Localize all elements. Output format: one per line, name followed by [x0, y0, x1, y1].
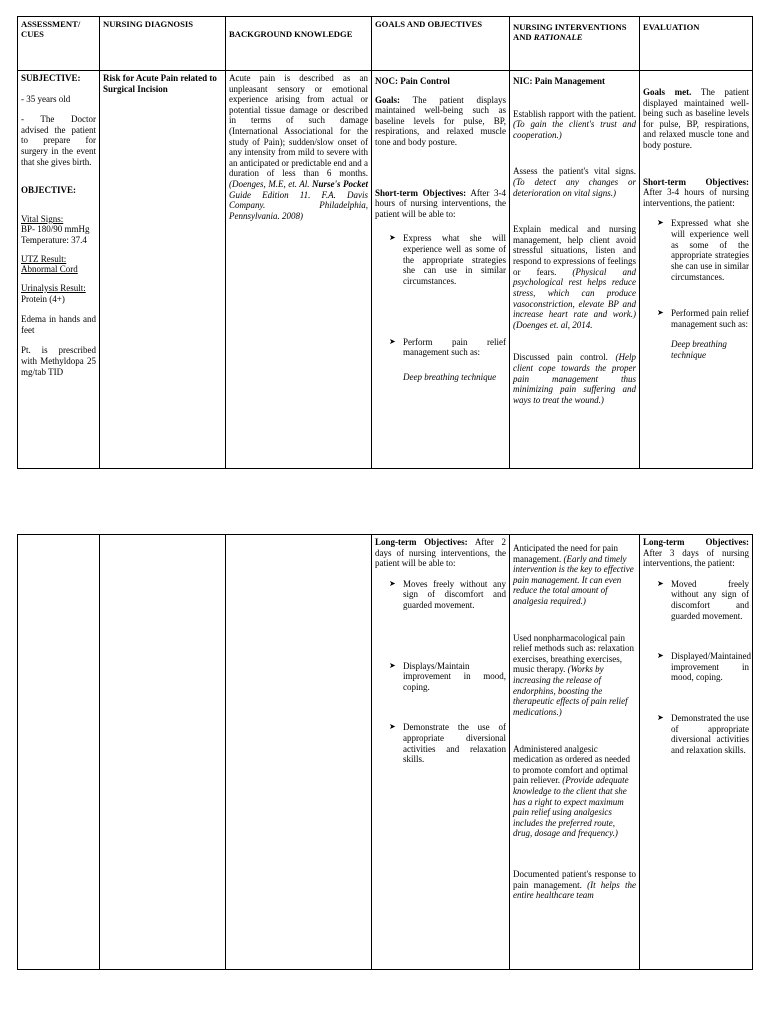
- background-citation-book: Nurse's Pocket: [312, 179, 368, 190]
- subjective-item: - The Doctor advised the patient to prepare for surgery in the event that she gives birth.: [21, 114, 96, 167]
- intervention-item: Anticipated the need for pain management. (Early and timely intervention is the key to effective pain management. It can even reduce the total amount of analgesia required.): [513, 543, 634, 607]
- intervention-item: Assess the patient's vital signs. (To detect any changes or deterioration on vital signs.): [513, 166, 636, 198]
- diagnosis-cell: [100, 71, 226, 469]
- header-interventions-rationale: RATIONALE: [533, 32, 583, 43]
- eval-short-term-label: Short-term Objectives:: [643, 176, 749, 187]
- arrow-bullet-icon: ➤: [657, 308, 664, 318]
- nic-label: NIC: Pain Management: [513, 76, 605, 86]
- arrow-bullet-icon: ➤: [657, 713, 664, 723]
- short-term-list: [375, 233, 506, 286]
- short-term-list: [375, 337, 506, 358]
- eval-long-term: [643, 537, 749, 569]
- header-goals: GOALS AND OBJECTIVES: [372, 17, 510, 71]
- background-citation: Guide Edition 11. F.A. Davis Company. Philadelphia, Pennsylvania. 2008): [229, 189, 368, 221]
- eval-short-term: [643, 177, 749, 209]
- long-term-list: [375, 722, 506, 764]
- header-interventions-main: NURSING INTERVENTIONS AND: [513, 22, 627, 43]
- interventions-cell-continued: [510, 535, 640, 970]
- bp-value: BP- 180/90 mmHg: [21, 224, 90, 235]
- background-text: Acute pain is described as an unpleasant sensory or emotional experience arising from actual or potential tissue damage or described in terms of such damage (International Associational for the study of Pain); sudden/slow onset of any intensity from mild to severe with an anticipated or predictable end and a duration of less than 6 months.: [229, 73, 368, 179]
- long-term-list: [375, 661, 506, 693]
- care-plan-table-page-1: [17, 16, 753, 469]
- intervention-item: Documented patient's response to pain management. (It helps the entire healthcare team: [513, 869, 636, 901]
- background-cell-empty: [226, 535, 372, 970]
- prescription-note: Pt. is prescribed with Methyldopa 25 mg/tab TID: [21, 345, 96, 377]
- temperature-value: Temperature: 37.4: [21, 235, 87, 246]
- goals-label: Goals:: [375, 94, 401, 105]
- list-item: ➤ Displays/Maintain improvement in mood, coping.: [389, 660, 506, 692]
- header-interventions: [510, 17, 640, 71]
- header-assessment: ASSESSMENT/ CUES: [18, 17, 100, 71]
- goals-met: [643, 87, 749, 151]
- utz-label: UTZ Result:: [21, 253, 67, 264]
- arrow-bullet-icon: ➤: [389, 578, 396, 588]
- edema-note: Edema in hands and feet: [21, 314, 96, 335]
- vital-signs-label: Vital Signs:: [21, 213, 64, 224]
- urinalysis-value: Protein (4+): [21, 293, 65, 304]
- diagnosis-cell-empty: [100, 535, 226, 970]
- eval-short-term-list: [643, 218, 749, 282]
- nursing-diagnosis: Risk for Acute Pain related to Surgical Incision: [103, 73, 217, 94]
- list-item: ➤ Performed pain relief management such as:: [657, 308, 749, 329]
- eval-long-term-text: After 3 days of nursing interventions, the patient:: [643, 547, 749, 569]
- background-citation: (Doenges, M.E, et. Al.: [229, 179, 310, 190]
- eval-long-term-label: Long-term Objectives:: [643, 537, 749, 547]
- short-term-objectives: [375, 188, 506, 220]
- long-term-list: [375, 579, 506, 611]
- arrow-bullet-icon: ➤: [389, 336, 396, 346]
- eval-long-term-list: [643, 713, 749, 755]
- header-diagnosis: NURSING DIAGNOSIS: [100, 17, 226, 71]
- header-row: [18, 17, 753, 71]
- eval-short-term-list: [643, 308, 749, 329]
- list-item: ➤ Demonstrated the use of appropriate diversional activities and relaxation skills.: [657, 713, 749, 755]
- arrow-bullet-icon: ➤: [389, 722, 396, 732]
- subjective-label: SUBJECTIVE:: [21, 73, 81, 83]
- short-term-label: Short-term Objectives:: [375, 187, 467, 198]
- eval-long-term-list: [643, 579, 749, 621]
- assessment-cell: [18, 71, 100, 469]
- long-term-label: Long-term Objectives:: [375, 537, 468, 547]
- body-row-1: [18, 71, 753, 469]
- list-item: ➤ Expressed what she will experience well as some of the appropriate strategies she can use in similar circumstances.: [657, 218, 749, 282]
- objective-label: OBJECTIVE:: [21, 185, 77, 196]
- arrow-bullet-icon: ➤: [389, 660, 396, 670]
- list-item: ➤ Demonstrate the use of appropriate diversional activities and relaxation skills.: [389, 722, 506, 765]
- arrow-bullet-icon: ➤: [657, 578, 664, 588]
- background-cell: [226, 71, 372, 469]
- goals-cell-long-term: [372, 535, 510, 970]
- interventions-cell: [510, 71, 640, 469]
- arrow-bullet-icon: ➤: [657, 218, 664, 228]
- goals-met-label: Goals met.: [643, 87, 692, 97]
- list-item: ➤ Moved freely without any sign of discomfort and guarded movement.: [657, 578, 749, 621]
- subjective-item: - 35 years old: [21, 93, 71, 104]
- short-term-text: After 3-4 hours of nursing interventions, the patient will be able to:: [375, 187, 506, 219]
- header-evaluation: EVALUATION: [640, 17, 753, 71]
- utz-value: Abnormal Cord: [21, 264, 78, 275]
- intervention-item: Explain medical and nursing management, help client avoid stressful situations, listen and respond to expressions of feelings or fears. (Physical and psychological rest helps reduce stress, which can produce vasoconstriction, elevate BP and increase heart rate and work.) (Doenges et. al, 2014.: [513, 224, 636, 330]
- long-term-objectives: [375, 537, 506, 569]
- intervention-item: Discussed pain control. (Help client cope towards the proper pain management thus minimizing pain suffering and ways to treat the wound.): [513, 352, 637, 405]
- body-row-2: [18, 535, 753, 970]
- assessment-cell-empty: [18, 535, 100, 970]
- short-term-sub-item: Deep breathing technique: [403, 371, 497, 382]
- arrow-bullet-icon: ➤: [657, 651, 664, 661]
- goals-text: The patient displays maintained well-being such as baseline levels for pulse, BP, respirations, and relaxed muscle tone and body posture.: [375, 94, 506, 148]
- list-item: ➤ Moves freely without any sign of discomfort and guarded movement.: [389, 578, 506, 611]
- eval-long-term-list: [643, 651, 749, 683]
- list-item: ➤ Express what she will experience well as some of the appropriate strategies she can use in similar circumstances.: [389, 233, 506, 286]
- urinalysis-label: Urinalysis Result:: [21, 282, 86, 293]
- intervention-item: Used nonpharmacological pain relief methods such as: relaxation exercises, breathing exercises, music therapy. (Works by increasing the release of endorphins, boosting the therapeutic effects of pain relief medications.): [513, 632, 634, 717]
- noc-label: NOC: Pain Control: [375, 76, 450, 86]
- list-item: ➤ Perform pain relief management such as:: [389, 336, 506, 358]
- evaluation-cell: [640, 71, 753, 469]
- arrow-bullet-icon: ➤: [389, 233, 396, 243]
- goals-statement: [375, 95, 506, 148]
- care-plan-table-page-2: [17, 534, 753, 970]
- evaluation-cell-long-term: [640, 535, 753, 970]
- goals-met-text: The patient displayed maintained well-being such as baseline levels for pulse, BP, respirations, and relaxed muscle tone and body posture.: [643, 87, 749, 151]
- long-term-text: After 2 days of nursing interventions, the patient will be able to:: [375, 537, 506, 569]
- intervention-item: Establish rapport with the patient. (To gain the client's trust and cooperation.): [513, 108, 636, 140]
- header-background: BACKGROUND KNOWLEDGE: [226, 17, 372, 71]
- eval-short-term-text: After 3-4 hours of nursing interventions, the patient:: [643, 187, 749, 208]
- list-item: ➤ Displayed/Maintained improvement in mood, coping.: [657, 651, 751, 683]
- goals-cell: [372, 71, 510, 469]
- eval-short-term-sub-item: Deep breathing technique: [671, 339, 727, 360]
- intervention-item: Administered analgesic medication as ordered as needed to promote comfort and optimal pain reliever. (Provide adequate knowledge to the client that she has a right to expect maximum pain relief using analgesics includes the preferred route, drug, dosage and frequency.): [513, 743, 630, 839]
